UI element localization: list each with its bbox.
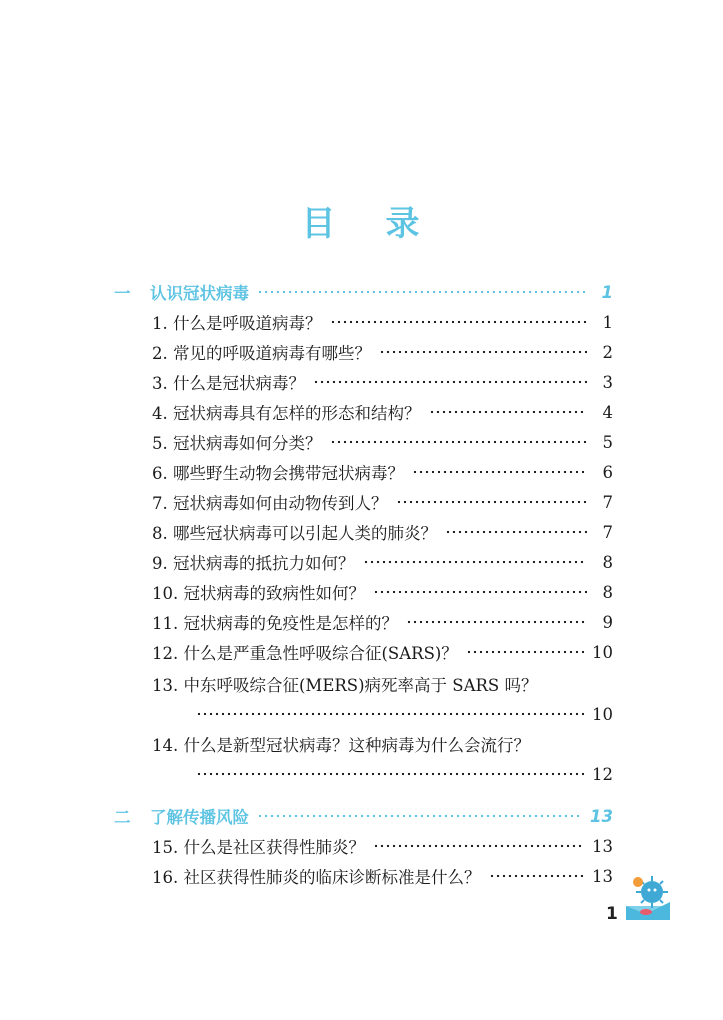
entry-label: 12. 什么是严重急性呼吸综合征(SARS)？ <box>152 644 458 663</box>
section-number: 二 <box>114 808 131 827</box>
entry-label: 6. 哪些野生动物会携带冠状病毒？ <box>152 464 404 483</box>
toc-entry[interactable] <box>0 458 723 486</box>
toc-title <box>0 196 723 245</box>
dot-leader <box>406 620 587 624</box>
entry-label: 4. 冠状病毒具有怎样的形态和结构？ <box>152 404 421 423</box>
virus-icon <box>616 872 672 922</box>
entry-page: 8 <box>602 582 613 602</box>
entry-page: 1 <box>602 312 613 332</box>
entry-label: 15. 什么是社区获得性肺炎？ <box>152 838 365 857</box>
toc-entry[interactable] <box>0 428 723 456</box>
entry-page: 7 <box>602 492 613 512</box>
entry-page: 10 <box>592 704 613 724</box>
toc-entry[interactable] <box>0 578 723 606</box>
entry-page: 3 <box>602 372 613 392</box>
toc-entry-multiline[interactable] <box>0 730 723 758</box>
entry-label: 1. 什么是呼吸道病毒？ <box>152 314 322 333</box>
dot-leader <box>313 380 587 384</box>
toc-entry[interactable] <box>0 368 723 396</box>
section-number: 一 <box>114 284 131 303</box>
page-number: 1 <box>606 904 618 924</box>
entry-label: 5. 冠状病毒如何分类？ <box>152 434 322 453</box>
dot-leader <box>379 350 587 354</box>
dot-leader <box>196 712 584 716</box>
toc-entry[interactable] <box>0 608 723 636</box>
dot-leader <box>196 772 584 776</box>
entry-label: 11. 冠状病毒的免疫性是怎样的？ <box>152 614 398 633</box>
entry-label: 14. 什么是新型冠状病毒？这种病毒为什么会流行？ <box>152 736 530 755</box>
section-label: 认识冠状病毒 <box>150 284 249 303</box>
entry-label: 13. 中东呼吸综合征(MERS)病死率高于 SARS 吗？ <box>152 676 538 695</box>
entry-page: 8 <box>602 552 613 572</box>
entry-page: 5 <box>602 432 613 452</box>
dot-leader <box>466 650 584 654</box>
entry-label: 10. 冠状病毒的致病性如何？ <box>152 584 365 603</box>
dot-leader <box>257 814 582 818</box>
section-page: 1 <box>601 282 613 302</box>
entry-page: 9 <box>602 612 613 632</box>
entry-page: 4 <box>602 402 613 422</box>
entry-page: 12 <box>592 764 613 784</box>
dot-leader <box>257 290 587 294</box>
toc-section-1[interactable] <box>0 278 723 306</box>
toc-entry[interactable] <box>0 488 723 516</box>
toc-entry-multiline[interactable] <box>0 670 723 698</box>
entry-label: 2. 常见的呼吸道病毒有哪些？ <box>152 344 371 363</box>
dot-leader <box>489 874 585 878</box>
entry-page: 2 <box>602 342 613 362</box>
dot-leader <box>330 320 588 324</box>
dot-leader <box>412 470 587 474</box>
entry-label: 16. 社区获得性肺炎的临床诊断标准是什么？ <box>152 868 481 887</box>
section-label: 了解传播风险 <box>150 808 249 827</box>
entry-label: 9. 冠状病毒的抵抗力如何？ <box>152 554 355 573</box>
toc-entry[interactable] <box>0 548 723 576</box>
dot-leader <box>330 440 588 444</box>
title-char-2: 录 <box>385 204 422 244</box>
toc-entry[interactable] <box>0 338 723 366</box>
toc-entry[interactable] <box>0 638 723 666</box>
toc-entry[interactable] <box>0 518 723 546</box>
toc-entry-continuation[interactable] <box>0 700 723 728</box>
entry-page: 13 <box>592 866 613 886</box>
toc-entry-continuation[interactable] <box>0 760 723 788</box>
toc-entry[interactable] <box>0 862 723 890</box>
dot-leader <box>373 844 584 848</box>
entry-page: 7 <box>602 522 613 542</box>
section-page: 13 <box>590 806 613 826</box>
entry-label: 7. 冠状病毒如何由动物传到人？ <box>152 494 388 513</box>
toc-entry[interactable] <box>0 832 723 860</box>
entry-label: 8. 哪些冠状病毒可以引起人类的肺炎？ <box>152 524 437 543</box>
dot-leader <box>396 500 588 504</box>
entry-page: 13 <box>592 836 613 856</box>
dot-leader <box>429 410 588 414</box>
entry-page: 10 <box>592 642 613 662</box>
dot-leader <box>373 590 587 594</box>
title-char-1: 目 <box>301 204 338 244</box>
dot-leader <box>445 530 587 534</box>
entry-page: 6 <box>602 462 613 482</box>
toc-entry[interactable] <box>0 308 723 336</box>
toc-entry[interactable] <box>0 398 723 426</box>
toc-section-2[interactable] <box>0 802 723 830</box>
entry-label: 3. 什么是冠状病毒？ <box>152 374 305 393</box>
dot-leader <box>363 560 588 564</box>
